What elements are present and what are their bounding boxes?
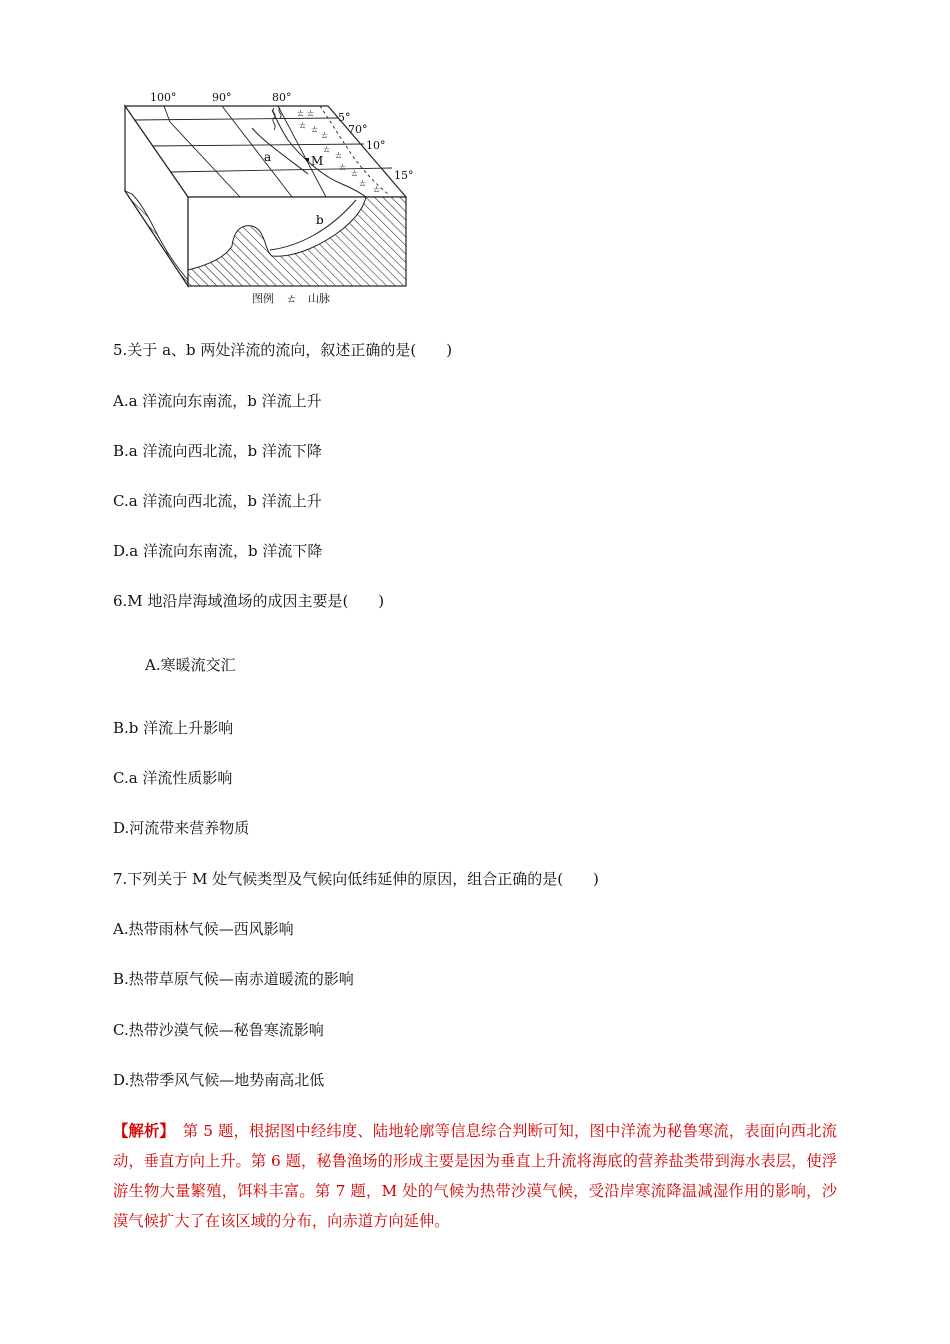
- current-a-label: a: [264, 150, 272, 164]
- latitude-label-10: 10°: [366, 139, 386, 152]
- mountain-symbol: ㄊ: [306, 109, 316, 119]
- question-7-stem: 7.下列关于 M 处气候类型及气候向低纬延伸的原因，组合正确的是( ): [113, 870, 599, 888]
- latitude-label-5: 5°: [338, 111, 351, 124]
- question-7-option-b: B.热带草原气候—南赤道暖流的影响: [113, 970, 354, 988]
- point-m-marker: [306, 158, 309, 161]
- question-7-option-d: D.热带季风气候—地势南高北低: [113, 1071, 325, 1089]
- longitude-label-100: 100°: [150, 91, 177, 104]
- mountain-symbol: ㄊ: [350, 169, 360, 179]
- ocean-current-block-diagram: [112, 88, 422, 310]
- question-5-option-d: D.a 洋流向东南流，b 洋流下降: [113, 542, 323, 560]
- legend-mountain-symbol: ㄊ: [286, 292, 297, 305]
- question-6-option-a: A.寒暖流交汇: [145, 656, 236, 674]
- mountain-symbol: ㄊ: [358, 179, 368, 189]
- longitude-label-80: 80°: [272, 91, 292, 104]
- question-6-option-d: D.河流带来营养物质: [113, 819, 250, 837]
- current-b-label: b: [316, 213, 324, 227]
- longitude-label-90: 90°: [212, 91, 232, 104]
- block-diagram-svg: [112, 88, 422, 310]
- legend-mountain-text: 山脉: [308, 292, 330, 305]
- point-m-label: M: [311, 154, 324, 168]
- longitude-label-70: 70°: [348, 123, 368, 136]
- mountain-symbol: ㄊ: [338, 163, 348, 173]
- question-6-option-b: B.b 洋流上升影响: [113, 719, 234, 737]
- question-5-option-a: A.a 洋流向东南流，b 洋流上升: [113, 392, 322, 410]
- mountain-symbol: ㄊ: [310, 125, 320, 135]
- mountain-symbol: ㄊ: [372, 185, 382, 195]
- latitude-label-15: 15°: [394, 169, 414, 182]
- mountain-symbol: ㄊ: [334, 151, 344, 161]
- question-6-stem: 6.M 地沿岸海域渔场的成因主要是( ): [113, 592, 385, 610]
- legend: [252, 291, 330, 305]
- analysis-text: 第 5 题，根据图中经纬度、陆地轮廓等信息综合判断可知，图中洋流为秘鲁寒流，表面向西北流动，垂直方向上升。第 6 题，秘鲁渔场的形成主要是因为垂直上升流将海底的营养盐类带到海水表层，使浮游生物大量繁殖，饵料丰富。第 7 题，M 处的气候为热带沙漠气候，受沿岸寒流降温减湿作用的影响，沙漠气候扩大了在该区域的分布，向赤道方向延伸。: [113, 1122, 837, 1230]
- mountain-symbol: ㄊ: [322, 145, 332, 155]
- legend-title: 图例: [252, 292, 274, 305]
- question-5-stem: 5.关于 a、b 两处洋流的流向，叙述正确的是( ): [113, 341, 453, 359]
- question-5-option-b: B.a 洋流向西北流，b 洋流下降: [113, 442, 322, 460]
- question-6-option-c: C.a 洋流性质影响: [113, 769, 233, 787]
- question-7-option-a: A.热带雨林气候—西风影响: [113, 920, 294, 938]
- mountain-symbol: ㄊ: [298, 121, 308, 131]
- question-5-option-c: C.a 洋流向西北流，b 洋流上升: [113, 492, 322, 510]
- analysis-paragraph: [113, 1116, 837, 1236]
- question-7-option-c: C.热带沙漠气候—秘鲁寒流影响: [113, 1021, 324, 1039]
- analysis-tag: 【解析】: [113, 1122, 168, 1140]
- mountain-symbol: ㄊ: [296, 109, 306, 119]
- mountain-symbol: ㄊ: [320, 131, 330, 141]
